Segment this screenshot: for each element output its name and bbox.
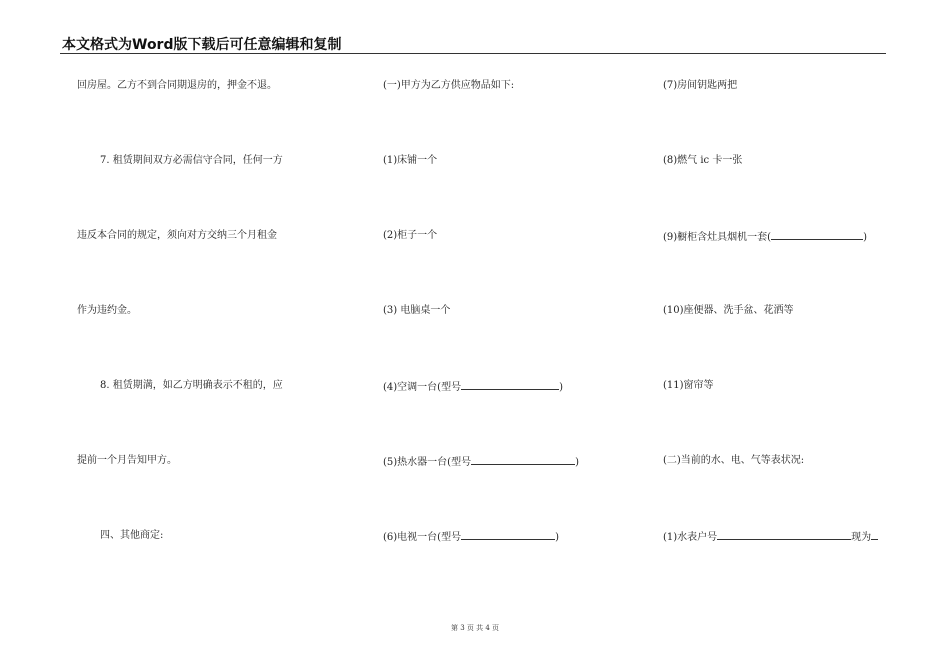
col3-line-3 bbox=[663, 230, 867, 244]
col3-line-7-tail: 现为 bbox=[851, 532, 872, 543]
col3-line-4: (10)座便器、洗手盆、花洒等 bbox=[663, 305, 794, 316]
col2-line-4: (3) 电脑桌一个 bbox=[383, 305, 451, 316]
col2-line-1: (一)甲方为乙方供应物品如下: bbox=[383, 80, 515, 91]
col3-line-2: (8)燃气 ic 卡一张 bbox=[663, 155, 743, 166]
col2-line-5-close: ) bbox=[559, 382, 563, 393]
col1-line-7: 四、其他商定: bbox=[100, 530, 164, 541]
col2-line-6-close: ) bbox=[575, 457, 579, 468]
col3-line-5: (11)窗帘等 bbox=[663, 380, 714, 391]
col1-line-2: 7. 租赁期间双方必需信守合同，任何一方 bbox=[100, 155, 283, 166]
col2-line-6 bbox=[383, 455, 579, 469]
page-footer: 第 3 页 共 4 页 bbox=[450, 624, 500, 632]
col2-line-5-label: (4)空调一台(型号 bbox=[383, 382, 462, 393]
col2-line-7 bbox=[383, 530, 559, 544]
col1-line-4: 作为违约金。 bbox=[77, 305, 137, 316]
col3-line-6: (二)当前的水、电、气等表状况: bbox=[663, 455, 805, 466]
col1-line-1: 回房屋。乙方不到合同期退房的，押金不退。 bbox=[77, 80, 277, 91]
col2-line-7-label: (6)电视一台(型号 bbox=[383, 532, 462, 543]
col3-line-1: (7)房间钥匙两把 bbox=[663, 80, 738, 91]
cabinet-set-blank bbox=[771, 230, 863, 240]
col2-line-3: (2)柜子一个 bbox=[383, 230, 438, 241]
col1-line-5: 8. 租赁期满，如乙方明确表示不租的，应 bbox=[100, 380, 283, 391]
col2-line-2: (1)床铺一个 bbox=[383, 155, 438, 166]
col3-line-7 bbox=[663, 530, 878, 544]
aircon-model-blank bbox=[461, 380, 559, 390]
col2-line-6-label: (5)热水器一台(型号 bbox=[383, 457, 472, 468]
col3-line-3-close: ) bbox=[863, 232, 867, 243]
tv-model-blank bbox=[461, 530, 555, 540]
water-meter-number-blank bbox=[717, 530, 851, 540]
col3-line-7-label: (1)水表户号 bbox=[663, 532, 718, 543]
water-heater-model-blank bbox=[471, 455, 575, 465]
header-divider bbox=[60, 53, 886, 54]
col1-line-6: 提前一个月告知甲方。 bbox=[77, 455, 177, 466]
document-header-title: 本文格式为Word版下载后可任意编辑和复制 bbox=[62, 37, 342, 53]
water-meter-reading-blank bbox=[871, 530, 878, 540]
col2-line-5 bbox=[383, 380, 563, 394]
col1-line-3: 违反本合同的规定，须向对方交纳三个月租金 bbox=[77, 230, 277, 241]
col3-line-3-label: (9)橱柜含灶具烟机一套( bbox=[663, 232, 772, 243]
col2-line-7-close: ) bbox=[555, 532, 559, 543]
